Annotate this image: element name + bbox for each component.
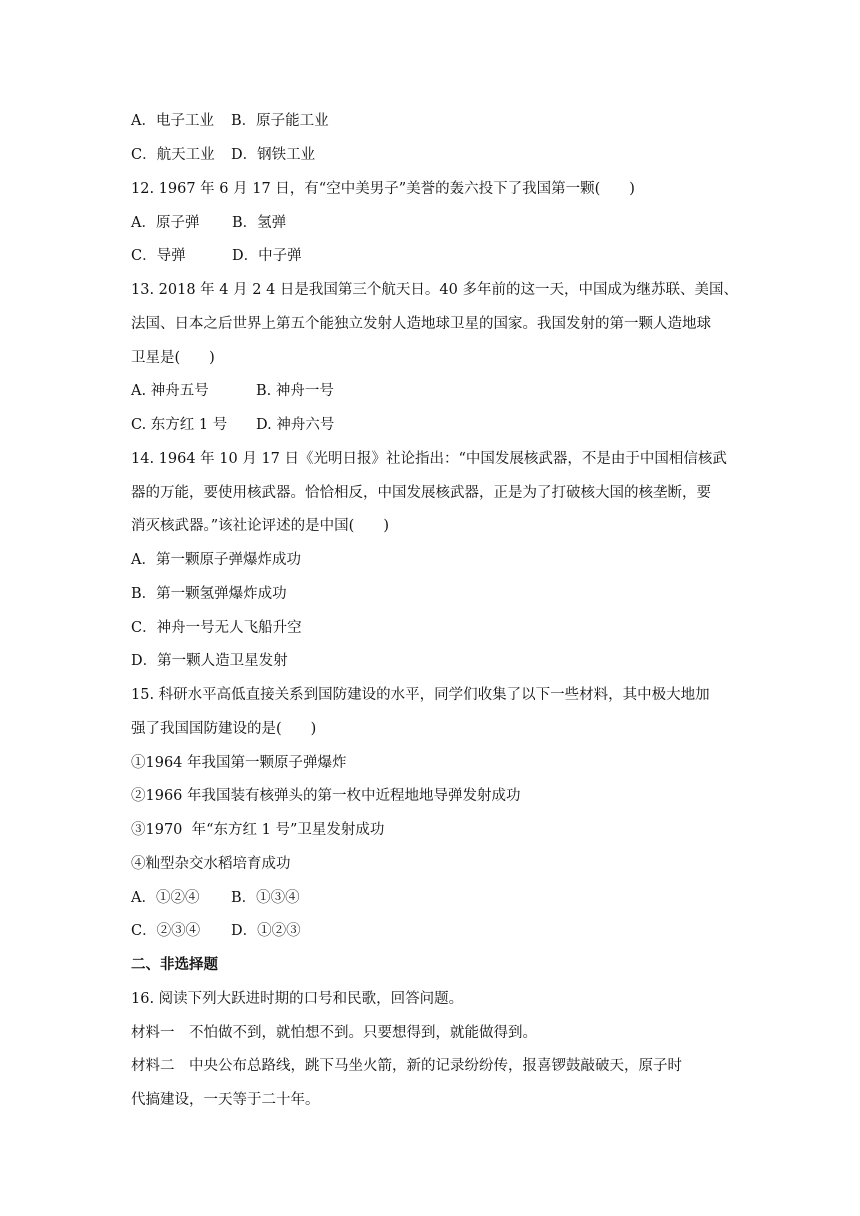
q13-option-b: B. 神舟一号 — [256, 383, 334, 399]
q16-material-1: 材料一 不怕做不到，就怕想不到。只要想得到，就能做得到。 — [131, 1025, 537, 1041]
q14-option-c: C．神舟一号无人飞船升空 — [131, 620, 302, 636]
q13-stem-line-2: 法国、日本之后世界上第五个能独立发射人造地球卫星的国家。我国发射的第一颗人造地球 — [131, 316, 711, 332]
q13-option-d: D. 神舟六号 — [256, 417, 335, 433]
q12-option-d: D．中子弹 — [232, 248, 302, 264]
q16-stem: 16. 阅读下列大跃进时期的口号和民歌，回答问题。 — [131, 991, 464, 1007]
q11-option-b: B．原子能工业 — [231, 113, 329, 129]
q15-item-4: ④籼型杂交水稻培育成功 — [131, 856, 291, 872]
q11-option-c: C．航天工业 — [131, 147, 215, 163]
q14-option-a: A．第一颗原子弹爆炸成功 — [131, 552, 301, 568]
section-heading-non-choice: 二、非选择题 — [131, 956, 218, 973]
q14-stem-line-3: 消灭核武器。”该社论评述的是中国( ) — [131, 518, 389, 534]
q15-option-c: C．②③④ — [131, 923, 201, 939]
q14-option-b: B．第一颗氢弹爆炸成功 — [131, 586, 287, 602]
q12-option-a: A．原子弹 — [131, 215, 200, 231]
q15-option-a: A．①②④ — [131, 890, 200, 906]
q12-option-b: B．氢弹 — [232, 215, 287, 231]
q14-stem-line-1: 14. 1964 年 10 月 17 日《光明日报》社论指出：“中国发展核武器，不是由于中国相信核武 — [131, 451, 727, 467]
q15-item-3: ③1970 年“东方红 1 号”卫星发射成功 — [131, 822, 385, 838]
q15-option-d: D．①②③ — [231, 923, 301, 939]
q15-stem-line-1: 15. 科研水平高低直接关系到国防建设的水平，同学们收集了以下一些材料，其中极大地加 — [131, 687, 710, 703]
q13-option-c: C. 东方红 1 号 — [131, 417, 228, 433]
q15-item-2: ②1966 年我国装有核弹头的第一枚中近程地地导弹发射成功 — [131, 788, 521, 804]
q15-stem-line-2: 强了我国国防建设的是( ) — [131, 721, 317, 737]
q14-stem-line-2: 器的万能，要使用核武器。恰恰相反，中国发展核武器，正是为了打破核大国的核垄断，要 — [131, 485, 711, 501]
q11-option-d: D．钢铁工业 — [231, 147, 316, 163]
q13-stem-line-1: 13. 2018 年 4 月 2 4 日是我国第三个航天日。40 多年前的这一天，中国成为继苏联、美国、 — [131, 282, 738, 298]
q11-option-a: A．电子工业 — [131, 113, 214, 129]
q12-stem: 12. 1967 年 6 月 17 日，有“空中美男子”美誉的轰六投下了我国第一颗( ) — [131, 181, 635, 197]
q14-option-d: D．第一颗人造卫星发射 — [131, 653, 288, 669]
q13-stem-line-3: 卫星是( ) — [131, 350, 215, 366]
q16-material-2-line-1: 材料二 中央公布总路线，跳下马坐火箭，新的记录纷纷传，报喜锣鼓敲破天，原子时 — [131, 1058, 682, 1074]
q15-item-1: ①1964 年我国第一颗原子弹爆炸 — [131, 755, 347, 771]
q16-material-2-line-2: 代搞建设，一天等于二十年。 — [131, 1092, 320, 1108]
q15-option-b: B．①③④ — [231, 890, 300, 906]
q12-option-c: C．导弹 — [131, 248, 186, 264]
q13-option-a: A. 神舟五号 — [131, 383, 209, 399]
